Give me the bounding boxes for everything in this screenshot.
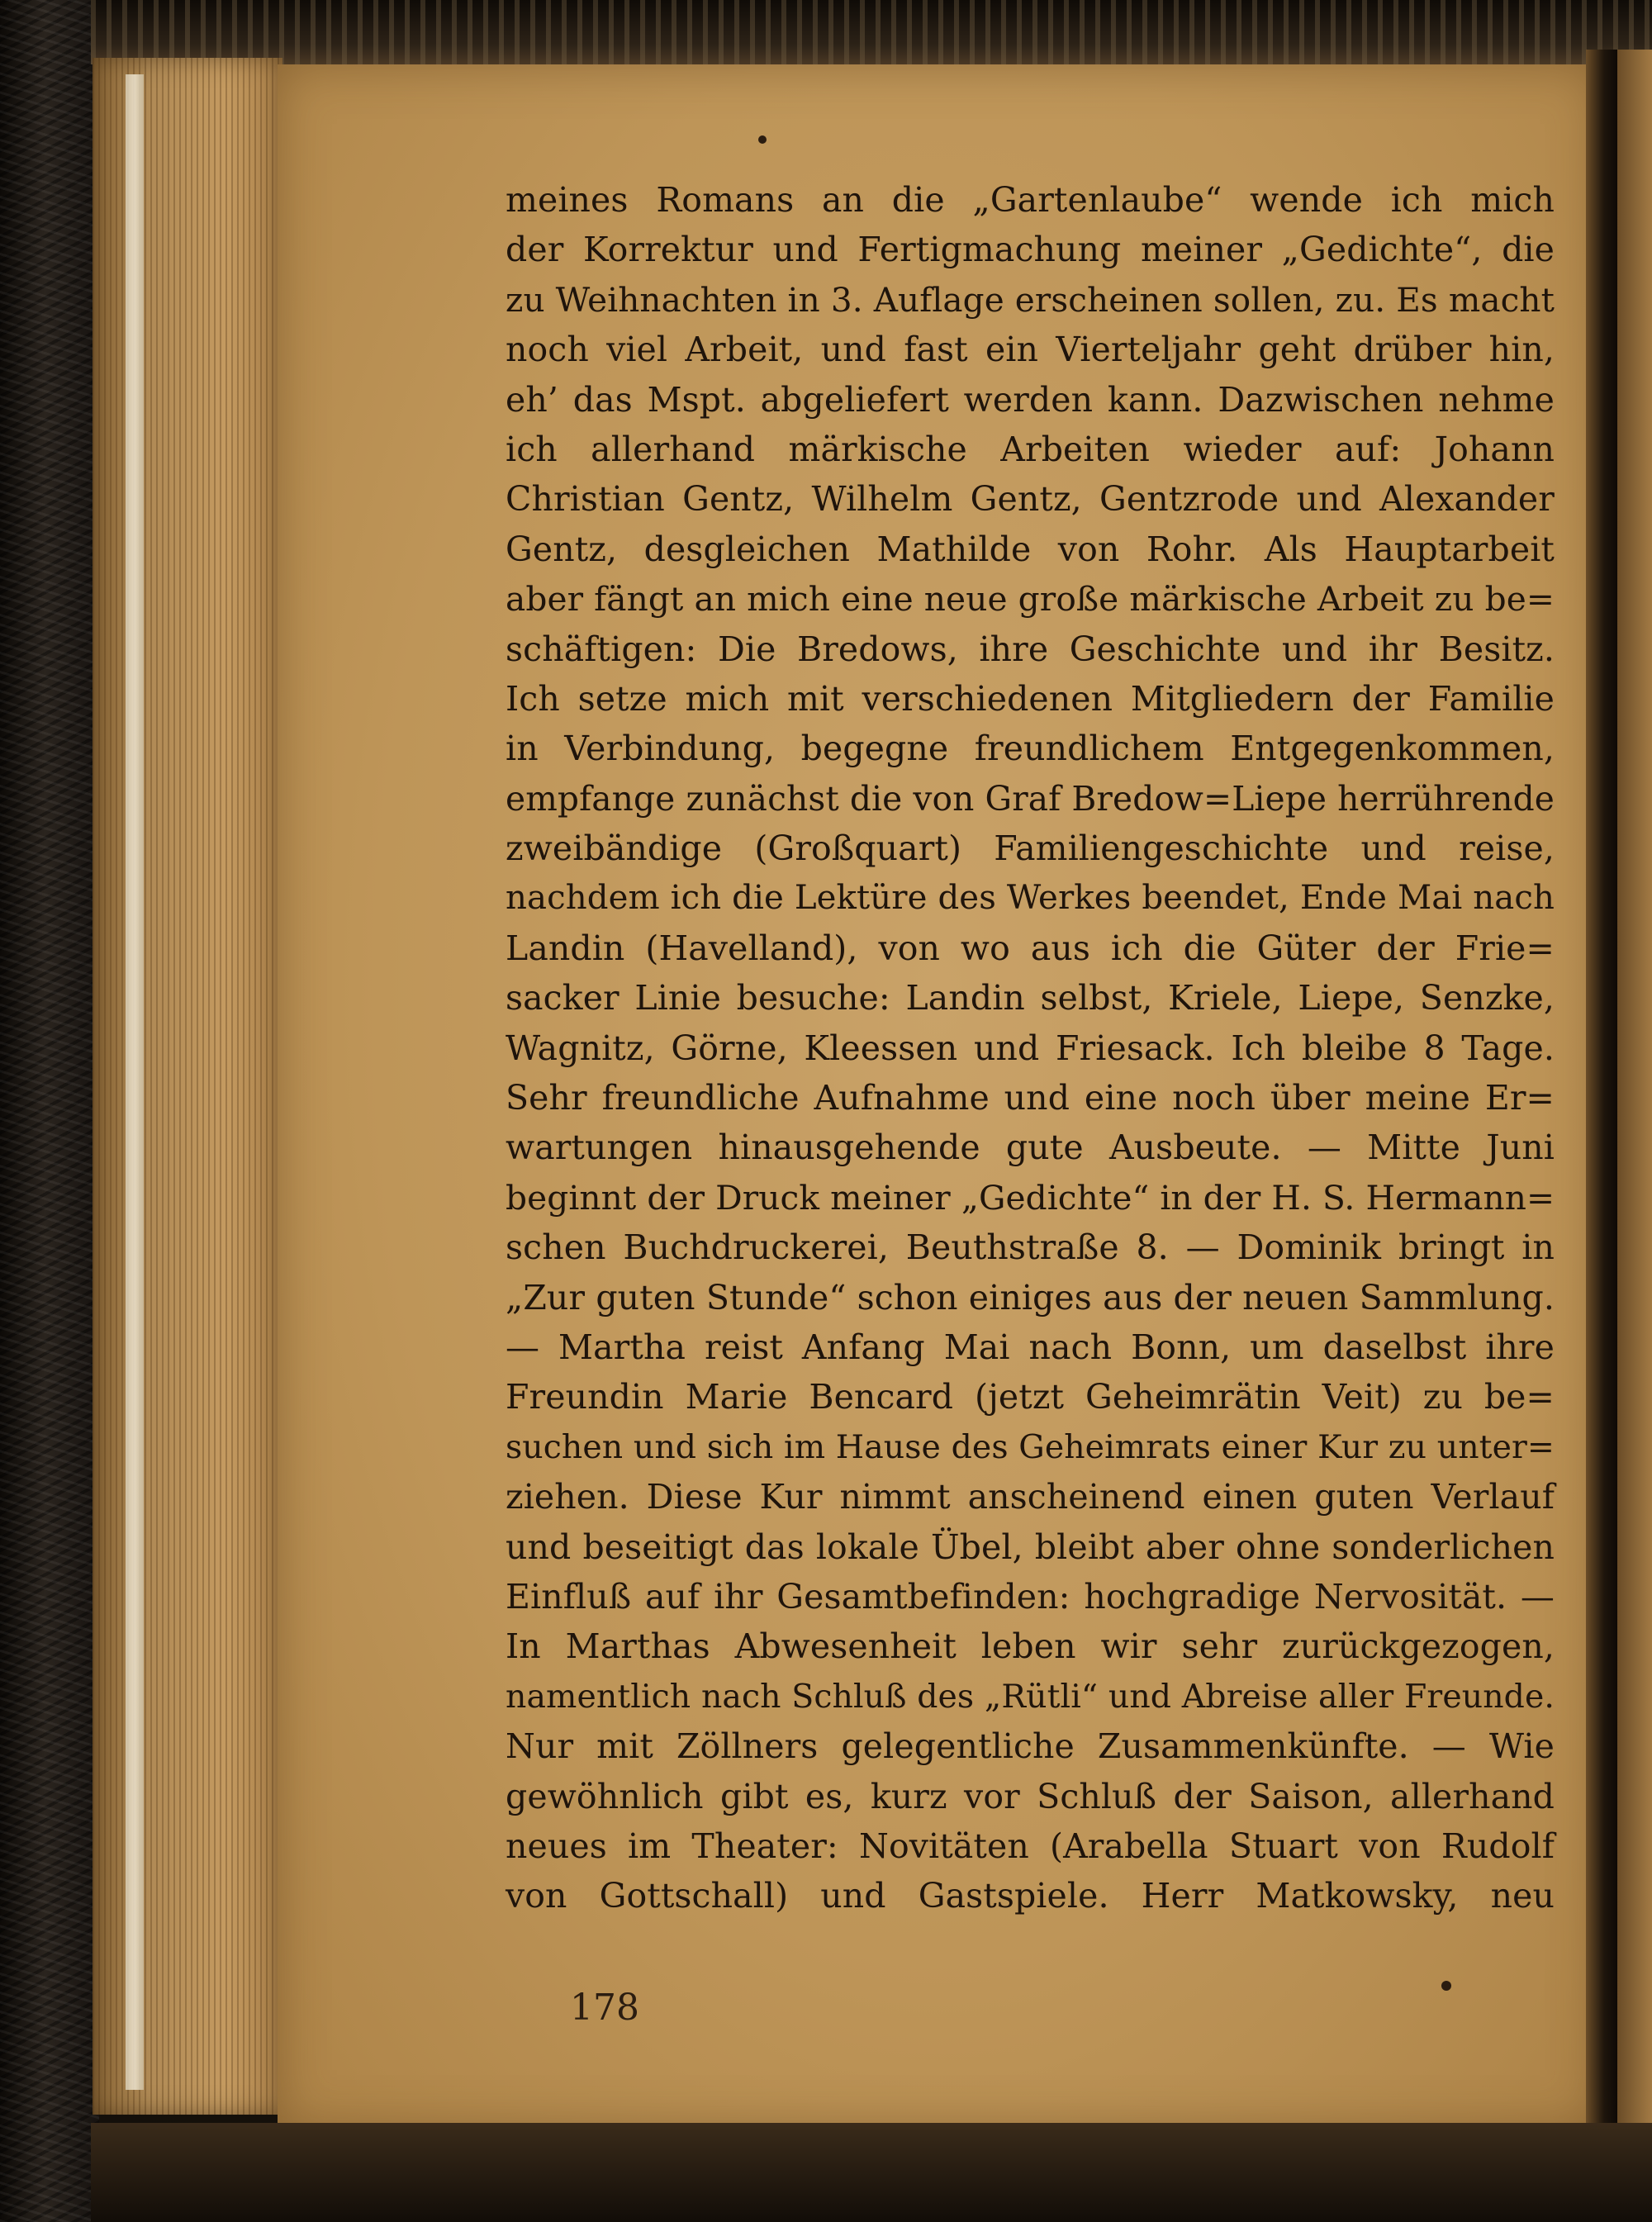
text-line: meines Romans an die „Gartenlaube“ wende ich mich (506, 180, 1555, 220)
page-edge-highlight (126, 74, 144, 2090)
text-line: Einfluß auf ihr Gesamtbefinden: hochgradige Nervosität. — (506, 1576, 1555, 1617)
page-body-text (506, 175, 1555, 1921)
text-line: wartungen hinausgehende gute Ausbeute. — Mitte Juni (506, 1128, 1555, 1168)
text-line: aber fängt an mich eine neue große märkische Arbeit zu be= (506, 579, 1555, 620)
text-line: „Zur guten Stunde“ schon einiges aus der neuen Sammlung. (506, 1277, 1555, 1318)
text-line: sacker Linie besuche: Landin selbst, Kriele, Liepe, Senzke, (506, 978, 1555, 1018)
book-bottom-shadow (91, 2123, 1652, 2222)
text-line: und beseitigt das lokale Übel, bleibt aber ohne sonderlichen (506, 1526, 1555, 1567)
text-line: gewöhnlich gibt es, kurz vor Schluß der Saison, allerhand (506, 1776, 1555, 1816)
text-line: schen Buchdruckerei, Beuthstraße 8. — Dominik bringt in (506, 1227, 1555, 1268)
text-line: Christian Gentz, Wilhelm Gentz, Gentzrode und Alexander (506, 479, 1555, 520)
text-line: suchen und sich im Hause des Geheimrats einer Kur zu unter= (506, 1427, 1555, 1466)
text-line: namentlich nach Schluß des „Rütli“ und Abreise aller Freunde. (506, 1677, 1555, 1716)
text-line: zu Weihnachten in 3. Auflage erscheinen sollen, zu. Es macht (506, 279, 1555, 320)
page-speck (1441, 1981, 1451, 1991)
page-number: 178 (570, 1987, 639, 2029)
text-line: der Korrektur und Fertigmachung meiner „Gedichte“, die (506, 230, 1555, 270)
text-line: empfange zunächst die von Graf Bredow=Liepe herrührende (506, 778, 1555, 819)
text-line: beginnt der Druck meiner „Gedichte“ in der H. S. Hermann= (506, 1177, 1555, 1218)
page-speck (758, 135, 767, 144)
text-line: eh’ das Mspt. abgeliefert werden kann. Dazwischen nehme (506, 379, 1555, 420)
text-line: Wagnitz, Görne, Kleessen und Friesack. Ich bleibe 8 Tage. (506, 1028, 1555, 1068)
text-line: Gentz, desgleichen Mathilde von Rohr. Als Hauptarbeit (506, 529, 1555, 569)
book-gutter (1586, 50, 1619, 2131)
book-top-shadow (91, 0, 1652, 64)
text-line: Nur mit Zöllners gelegentliche Zusammenkünfte. — Wie (506, 1726, 1555, 1767)
text-line: Sehr freundliche Aufnahme und eine noch über meine Er= (506, 1078, 1555, 1118)
text-line: Freundin Marie Bencard (jetzt Geheimrätin Veit) zu be= (506, 1377, 1555, 1417)
text-line: zweibändige (Großquart) Familiengeschichte und reise, (506, 829, 1555, 869)
facing-page-edge (1617, 50, 1652, 2131)
text-line: Ich setze mich mit verschiedenen Mitgliedern der Familie (506, 678, 1555, 719)
page-stack-edges (93, 58, 282, 2115)
text-line: noch viel Arbeit, und fast ein Vierteljahr geht drüber hin, (506, 330, 1555, 370)
book-cover-edge (0, 0, 99, 2222)
text-line: in Verbindung, begegne freundlichem Entgegenkommen, (506, 729, 1555, 769)
text-line: ziehen. Diese Kur nimmt anscheinend einen guten Verlauf (506, 1477, 1555, 1517)
text-line: In Marthas Abwesenheit leben wir sehr zurückgezogen, (506, 1626, 1555, 1667)
text-line: ich allerhand märkische Arbeiten wieder auf: Johann (506, 429, 1555, 469)
text-line: neues im Theater: Novitäten (Arabella Stuart von Rudolf (506, 1826, 1555, 1866)
text-line: Landin (Havelland), von wo aus ich die Güter der Frie= (506, 928, 1555, 968)
text-line: von Gottschall) und Gastspiele. Herr Matkowsky, neu (506, 1876, 1555, 1916)
text-line: nachdem ich die Lektüre des Werkes beendet, Ende Mai nach (506, 879, 1555, 918)
text-line: schäftigen: Die Bredows, ihre Geschichte und ihr Besitz. (506, 629, 1555, 669)
text-line: — Martha reist Anfang Mai nach Bonn, um daselbst ihre (506, 1327, 1555, 1367)
